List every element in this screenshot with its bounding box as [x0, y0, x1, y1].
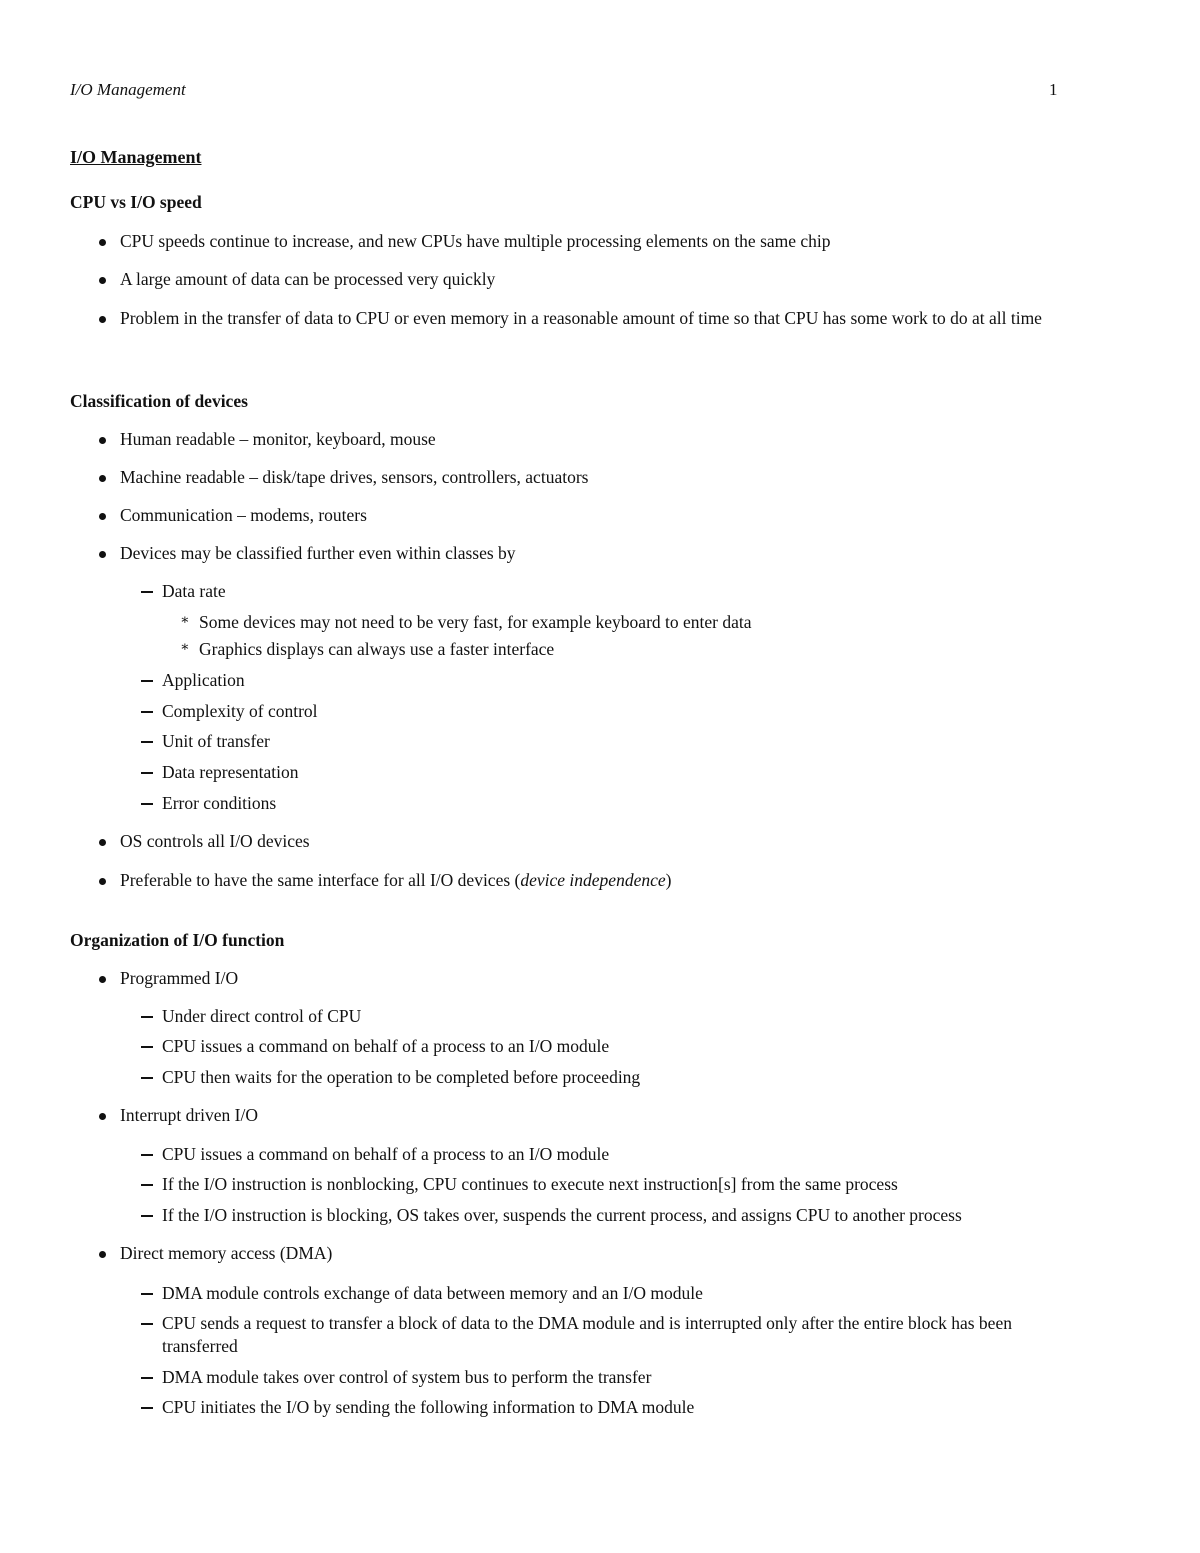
- dash-icon: [141, 803, 153, 805]
- bullet-icon: [99, 277, 106, 284]
- sub-list-item: CPU sends a request to transfer a block of data to the DMA module and is interrupted only after the entire block has been transferred: [0, 1312, 1200, 1334]
- dash-icon: [141, 1184, 153, 1186]
- list-item: Problem in the transfer of data to CPU or even memory in a reasonable amount of time so that CPU has some work to do at all time: [0, 307, 1200, 329]
- section-heading-cpu-vs-io: CPU vs I/O speed: [70, 192, 202, 212]
- list-item: Machine readable – disk/tape drives, sensors, controllers, actuators: [0, 466, 1200, 488]
- sub-list-item: DMA module controls exchange of data between memory and an I/O module: [0, 1282, 1200, 1304]
- sub-list-item: If the I/O instruction is blocking, OS takes over, suspends the current process, and assigns CPU to another process: [0, 1204, 1200, 1226]
- bullet-icon: [99, 513, 106, 520]
- sub-sub-list-item: ∗ Some devices may not need to be very fast, for example keyboard to enter data: [180, 612, 752, 632]
- sub-list-item: DMA module takes over control of system bus to perform the transfer: [0, 1366, 1200, 1388]
- sub-list-item: Unit of transfer: [0, 730, 1200, 752]
- bullet-icon: [99, 475, 106, 482]
- list-item: CPU speeds continue to increase, and new CPUs have multiple processing elements on the same chip: [0, 230, 1200, 252]
- dash-icon: [141, 1077, 153, 1079]
- list-item: Human readable – monitor, keyboard, mouse: [0, 428, 1200, 450]
- bullet-icon: [99, 878, 106, 885]
- list-item: OS controls all I/O devices: [0, 830, 1200, 852]
- dash-icon: [141, 1154, 153, 1156]
- bullet-icon: [99, 839, 106, 846]
- sub-list-item: CPU initiates the I/O by sending the following information to DMA module: [0, 1396, 1200, 1418]
- dash-icon: [141, 1407, 153, 1409]
- asterisk-icon: ∗: [180, 613, 190, 628]
- dash-icon: [141, 1293, 153, 1295]
- list-item: Interrupt driven I/O: [0, 1104, 1200, 1126]
- sub-list-item: Complexity of control: [0, 700, 1200, 722]
- sub-list-item: Under direct control of CPU: [0, 1005, 1200, 1027]
- sub-list-item: If the I/O instruction is nonblocking, CPU continues to execute next instruction[s] from the same process: [0, 1173, 1200, 1195]
- sub-list-item: Application: [0, 669, 1200, 691]
- dash-icon: [141, 1215, 153, 1217]
- sub-sub-list-item: ∗ Graphics displays can always use a faster interface: [180, 639, 555, 659]
- list-item: Direct memory access (DMA): [0, 1242, 1200, 1264]
- page-number: 1: [1049, 80, 1058, 99]
- sub-list-item: CPU then waits for the operation to be completed before proceeding: [0, 1066, 1200, 1088]
- bullet-icon: [99, 1113, 106, 1120]
- dash-icon: [141, 591, 153, 593]
- list-item: Devices may be classified further even within classes by: [0, 542, 1200, 564]
- asterisk-icon: ∗: [180, 640, 190, 655]
- dash-icon: [141, 1016, 153, 1018]
- running-header-title: I/O Management: [70, 80, 186, 99]
- list-item: Programmed I/O: [0, 967, 1200, 989]
- bullet-icon: [99, 976, 106, 983]
- list-item: A large amount of data can be processed very quickly: [0, 268, 1200, 290]
- bullet-icon: [99, 551, 106, 558]
- sub-list-item: CPU issues a command on behalf of a process to an I/O module: [0, 1143, 1200, 1165]
- bullet-icon: [99, 1251, 106, 1258]
- bullet-icon: [99, 239, 106, 246]
- dash-icon: [141, 1046, 153, 1048]
- dash-icon: [141, 741, 153, 743]
- emphasis-device-independence: device independence: [520, 870, 666, 890]
- list-item: Preferable to have the same interface for all I/O devices (device independence): [0, 869, 1200, 891]
- section-heading-classification: Classification of devices: [70, 391, 248, 411]
- dash-icon: [141, 680, 153, 682]
- section-heading-organization: Organization of I/O function: [70, 930, 285, 950]
- list-item: Communication – modems, routers: [0, 504, 1200, 526]
- bullet-icon: [99, 316, 106, 323]
- sub-list-item: CPU issues a command on behalf of a process to an I/O module: [0, 1035, 1200, 1057]
- dash-icon: [141, 772, 153, 774]
- dash-icon: [141, 711, 153, 713]
- sub-list-item: Error conditions: [0, 792, 1200, 814]
- sub-list-item: Data representation: [0, 761, 1200, 783]
- bullet-icon: [99, 437, 106, 444]
- document-title: I/O Management: [70, 147, 202, 167]
- dash-icon: [141, 1323, 153, 1325]
- dash-icon: [141, 1377, 153, 1379]
- sub-list-item: Data rate: [0, 580, 1200, 602]
